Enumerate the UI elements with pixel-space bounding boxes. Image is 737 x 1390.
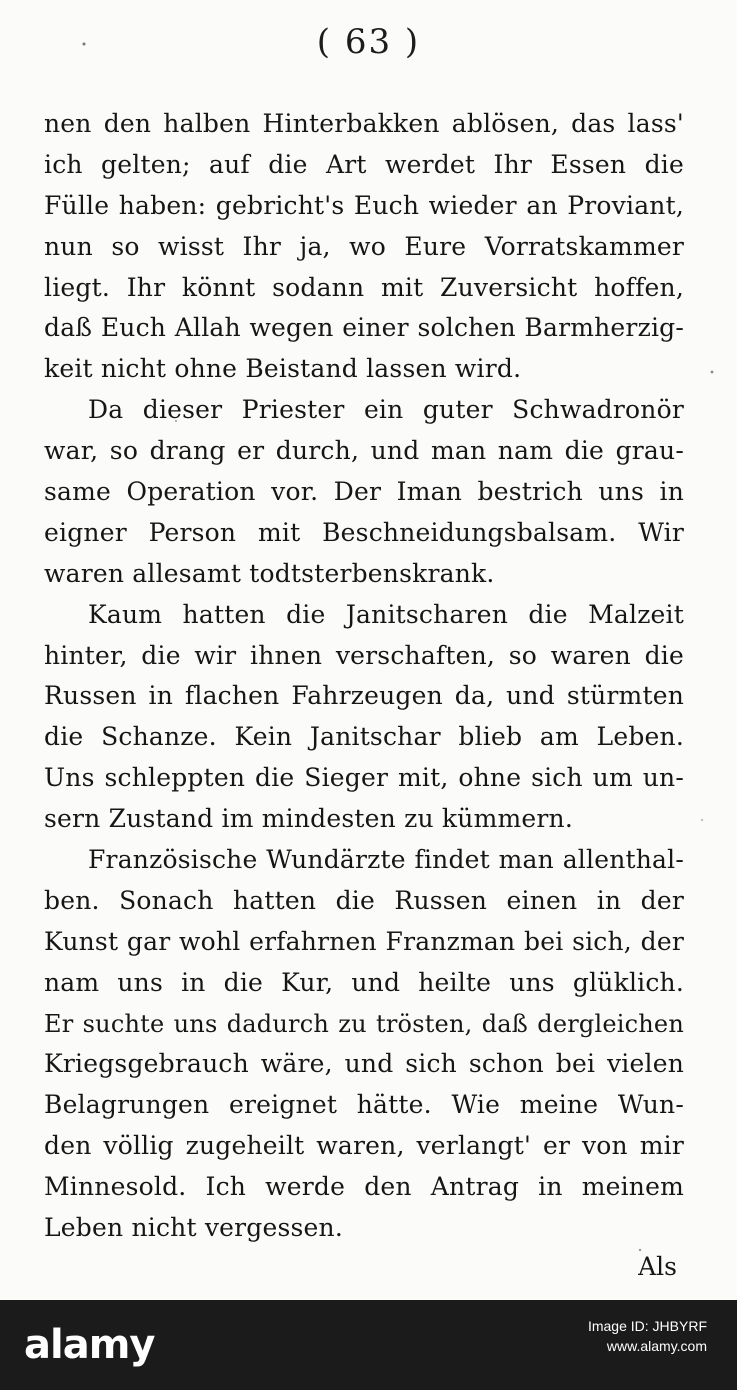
text-line: ben. Sonach hatten die Russen einen in der xyxy=(44,885,684,915)
text-line: Kaum hatten die Janitscharen die Malzeit xyxy=(88,599,684,629)
text-line: eigner Person mit Beschneidungsbalsam. Wir xyxy=(44,517,684,547)
text-line: ich gelten; auf die Art werdet Ihr Essen die xyxy=(44,149,684,179)
brand-logo: alamy xyxy=(24,1322,155,1368)
text-line: Französische Wundärzte findet man allenthal- xyxy=(88,845,684,875)
stock-reference xyxy=(588,1316,707,1356)
text-line: Da dieser Priester ein guter Schwadronör xyxy=(88,395,684,425)
text-line: Minnesold. Ich werde den Antrag in meinem xyxy=(44,1172,684,1202)
text-line: keit nicht ohne Beistand lassen wird. xyxy=(44,354,522,384)
text-line: war, so drang er durch, und man nam die grau- xyxy=(44,436,684,466)
catchword: Als xyxy=(638,1252,677,1281)
text-line: hinter, die wir ihnen verschaften, so waren die xyxy=(44,640,684,670)
text-line: sern Zustand im mindesten zu kümmern. xyxy=(44,804,573,834)
text-line: Fülle haben: gebricht's Euch wieder an Proviant, xyxy=(44,190,684,220)
text-line: Er suchte uns dadurch zu trösten, daß dergleichen xyxy=(44,1009,684,1038)
text-line: nam uns in die Kur, und heilte uns glüklich. xyxy=(44,967,684,997)
text-line: Leben nicht vergessen. xyxy=(44,1213,344,1243)
text-line: same Operation vor. Der Iman bestrich uns in xyxy=(44,477,684,507)
image-id: Image ID: JHBYRF xyxy=(587,1318,707,1334)
text-line: daß Euch Allah wegen einer solchen Barmherzig- xyxy=(44,313,684,343)
text-line: Belagrungen ereignet hätte. Wie meine Wun- xyxy=(44,1090,684,1120)
text-line: liegt. Ihr könnt sodann mit Zuversicht hoffen, xyxy=(44,272,684,302)
watermark-banner xyxy=(0,1300,737,1390)
text-line: den völlig zugeheilt waren, verlangt' er von mir xyxy=(44,1131,684,1161)
page-number: ( 63 ) xyxy=(316,22,421,62)
text-line: waren allesamt todtsterbenskrank. xyxy=(44,558,495,588)
text-line: Uns schleppten die Sieger mit, ohne sich um un- xyxy=(44,763,684,793)
text-line: Russen in flachen Fahrzeugen da, und stürmten xyxy=(44,681,684,711)
text-line: Kriegsgebrauch wäre, und sich schon bei vielen xyxy=(44,1049,684,1079)
text-line: Kunst gar wohl erfahrnen Franzman bei sich, der xyxy=(44,926,684,956)
site-url: www.alamy.com xyxy=(606,1338,707,1354)
text-line: nun so wisst Ihr ja, wo Eure Vorratskammer xyxy=(44,231,684,261)
text-line: nen den halben Hinterbakken ablösen, das lass' xyxy=(44,109,684,138)
text-line: die Schanze. Kein Janitschar blieb am Leben. xyxy=(44,722,684,752)
body-text xyxy=(44,104,684,1249)
